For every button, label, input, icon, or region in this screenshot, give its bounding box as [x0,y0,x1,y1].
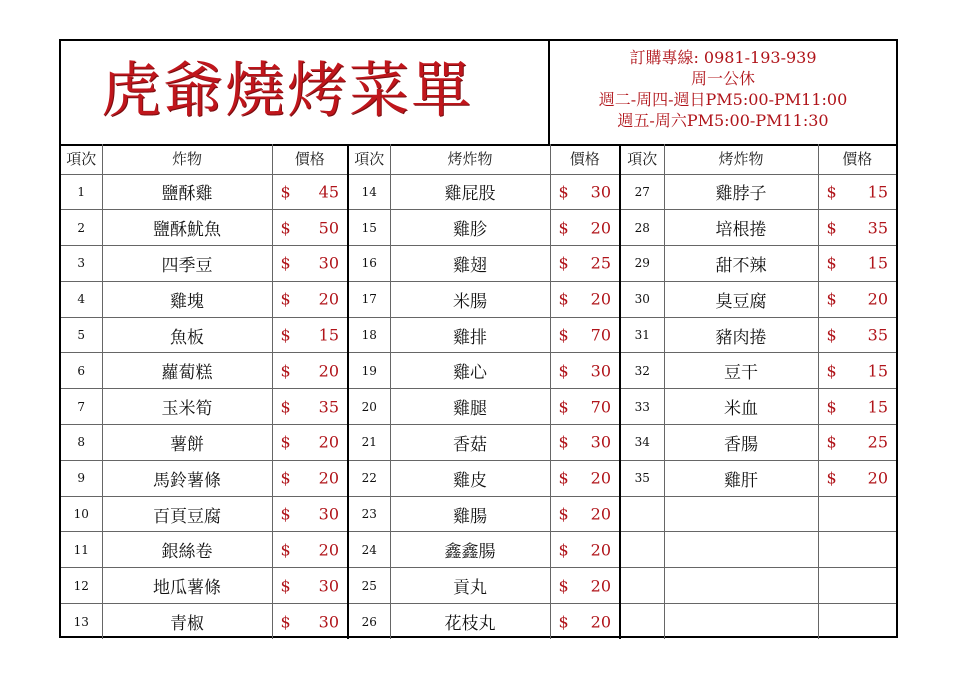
table-row [61,568,896,604]
item-name: 花枝丸 [390,604,550,640]
item-number: 22 [348,460,390,496]
item-price [550,532,620,568]
item-name: 雞脖子 [664,174,818,210]
title-cell [61,41,550,144]
item-number: 34 [620,425,664,461]
currency-symbol: $ [826,432,837,452]
currency-symbol: $ [558,253,569,273]
price-amount: 20 [318,540,339,560]
item-number: 16 [348,246,390,282]
item-number: 32 [620,353,664,389]
table-row [61,353,896,389]
item-number: 26 [348,604,390,640]
item-number: 5 [61,317,102,353]
item-price [818,532,896,568]
table-row [61,604,896,640]
item-name: 雞肝 [664,460,818,496]
item-name [664,604,818,640]
item-number: 33 [620,389,664,425]
price-amount: 15 [318,325,339,345]
item-name: 雞排 [390,317,550,353]
item-price [550,460,620,496]
price-amount: 45 [318,182,339,202]
item-number: 7 [61,389,102,425]
item-price [550,353,620,389]
item-name: 雞胗 [390,210,550,246]
item-name: 雞腸 [390,496,550,532]
table-row [61,174,896,210]
item-name: 豆干 [664,353,818,389]
item-number: 2 [61,210,102,246]
currency-symbol: $ [558,504,569,524]
item-price [818,246,896,282]
currency-symbol: $ [826,468,837,488]
item-name: 米腸 [390,281,550,317]
item-price [272,246,348,282]
item-price [818,496,896,532]
price-amount: 20 [590,504,611,524]
item-price [550,389,620,425]
item-name: 甜不辣 [664,246,818,282]
item-price [272,425,348,461]
table-row [61,317,896,353]
item-number: 20 [348,389,390,425]
item-price [818,317,896,353]
item-name: 薯餅 [102,425,272,461]
header-row [61,144,896,174]
currency-symbol: $ [558,218,569,238]
currency-symbol: $ [826,182,837,202]
column-header-no: 項次 [61,144,102,174]
item-name: 香腸 [664,425,818,461]
item-number: 35 [620,460,664,496]
price-amount: 20 [318,468,339,488]
item-price [272,532,348,568]
menu-title: 虎爺燒烤菜單 [101,56,473,126]
menu-sheet [59,39,898,638]
currency-symbol: $ [280,576,291,596]
item-name: 臭豆腐 [664,281,818,317]
currency-symbol: $ [280,325,291,345]
item-price [272,460,348,496]
item-number: 28 [620,210,664,246]
item-name: 銀絲卷 [102,532,272,568]
table-row [61,246,896,282]
price-amount: 30 [590,432,611,452]
item-price [272,353,348,389]
currency-symbol: $ [826,397,837,417]
item-number [620,568,664,604]
item-name: 雞腿 [390,389,550,425]
column-header-no: 項次 [620,144,664,174]
hours-weekday: 週二-周四-週日PM5:00-PM11:00 [598,90,848,109]
item-number: 15 [348,210,390,246]
currency-symbol: $ [280,361,291,381]
column-header-item: 烤炸物 [664,144,818,174]
currency-symbol: $ [280,253,291,273]
item-price [550,317,620,353]
currency-symbol: $ [280,540,291,560]
price-amount: 70 [590,397,611,417]
item-price [550,246,620,282]
item-name: 雞屁股 [390,174,550,210]
item-number: 23 [348,496,390,532]
currency-symbol: $ [280,289,291,309]
item-price [550,568,620,604]
item-name: 豬肉捲 [664,317,818,353]
item-price [550,496,620,532]
item-name: 百頁豆腐 [102,496,272,532]
currency-symbol: $ [280,218,291,238]
item-number: 11 [61,532,102,568]
currency-symbol: $ [826,253,837,273]
column-header-no: 項次 [348,144,390,174]
item-price [550,210,620,246]
item-price [272,210,348,246]
item-number: 18 [348,317,390,353]
price-amount: 20 [318,289,339,309]
item-name: 鹽酥魷魚 [102,210,272,246]
price-amount: 30 [318,253,339,273]
currency-symbol: $ [826,325,837,345]
item-price [550,425,620,461]
currency-symbol: $ [280,612,291,632]
menu-header [61,41,896,146]
currency-symbol: $ [558,182,569,202]
item-price [550,174,620,210]
item-number: 24 [348,532,390,568]
currency-symbol: $ [558,468,569,488]
item-name [664,496,818,532]
column-header-item: 烤炸物 [390,144,550,174]
item-number: 17 [348,281,390,317]
shop-info [550,41,896,144]
price-amount: 30 [590,182,611,202]
item-name: 培根捲 [664,210,818,246]
item-price [272,389,348,425]
item-number: 12 [61,568,102,604]
price-amount: 15 [867,253,888,273]
item-number: 13 [61,604,102,640]
item-name: 雞塊 [102,281,272,317]
item-number: 29 [620,246,664,282]
item-name: 米血 [664,389,818,425]
currency-symbol: $ [558,325,569,345]
item-name: 四季豆 [102,246,272,282]
currency-symbol: $ [558,361,569,381]
item-price [818,425,896,461]
item-number [620,496,664,532]
item-price [818,604,896,640]
currency-symbol: $ [280,432,291,452]
price-amount: 20 [318,432,339,452]
item-number: 31 [620,317,664,353]
price-amount: 15 [867,361,888,381]
item-name: 地瓜薯條 [102,568,272,604]
item-name: 玉米筍 [102,389,272,425]
item-number: 3 [61,246,102,282]
item-name: 馬鈴薯條 [102,460,272,496]
currency-symbol: $ [558,540,569,560]
item-price [818,460,896,496]
price-amount: 30 [318,576,339,596]
price-amount: 20 [590,289,611,309]
price-amount: 35 [318,397,339,417]
price-amount: 35 [867,325,888,345]
currency-symbol: $ [826,361,837,381]
item-number [620,532,664,568]
item-price [818,210,896,246]
item-price [818,389,896,425]
table-row [61,425,896,461]
item-number: 25 [348,568,390,604]
currency-symbol: $ [558,612,569,632]
item-number: 8 [61,425,102,461]
currency-symbol: $ [280,468,291,488]
item-name: 蘿蔔糕 [102,353,272,389]
table-row [61,210,896,246]
currency-symbol: $ [558,289,569,309]
price-amount: 15 [867,182,888,202]
item-price [272,281,348,317]
item-name: 鑫鑫腸 [390,532,550,568]
menu-table [61,144,896,639]
item-number: 14 [348,174,390,210]
currency-symbol: $ [558,397,569,417]
item-price [818,174,896,210]
currency-symbol: $ [558,432,569,452]
item-price [818,281,896,317]
price-amount: 35 [867,218,888,238]
price-amount: 20 [590,576,611,596]
item-price [550,281,620,317]
table-row [61,389,896,425]
price-amount: 15 [867,397,888,417]
item-name: 雞心 [390,353,550,389]
price-amount: 20 [867,468,888,488]
item-number: 19 [348,353,390,389]
price-amount: 20 [867,289,888,309]
item-number: 27 [620,174,664,210]
column-header-price: 價格 [550,144,620,174]
item-number: 10 [61,496,102,532]
item-number: 1 [61,174,102,210]
item-name: 貢丸 [390,568,550,604]
item-price [550,604,620,640]
currency-symbol: $ [558,576,569,596]
price-amount: 20 [590,540,611,560]
item-number: 4 [61,281,102,317]
column-header-item: 炸物 [102,144,272,174]
price-amount: 25 [867,432,888,452]
price-amount: 20 [318,361,339,381]
table-row [61,281,896,317]
table-row [61,460,896,496]
item-price [818,353,896,389]
price-amount: 25 [590,253,611,273]
item-number [620,604,664,640]
item-number: 21 [348,425,390,461]
item-name: 鹽酥雞 [102,174,272,210]
price-amount: 30 [318,612,339,632]
currency-symbol: $ [826,218,837,238]
item-price [272,174,348,210]
item-price [272,317,348,353]
item-name: 魚板 [102,317,272,353]
item-name: 雞翅 [390,246,550,282]
price-amount: 50 [318,218,339,238]
price-amount: 30 [590,361,611,381]
item-name: 青椒 [102,604,272,640]
currency-symbol: $ [280,182,291,202]
order-hotline: 訂購專線: 0981-193-939 [629,48,817,67]
currency-symbol: $ [280,397,291,417]
item-number: 30 [620,281,664,317]
closed-day: 周一公休 [690,69,755,88]
table-row [61,496,896,532]
table-row [61,532,896,568]
item-name [664,568,818,604]
price-amount: 20 [590,218,611,238]
item-number: 9 [61,460,102,496]
currency-symbol: $ [826,289,837,309]
column-header-price: 價格 [272,144,348,174]
price-amount: 20 [590,468,611,488]
item-price [272,496,348,532]
currency-symbol: $ [280,504,291,524]
column-header-price: 價格 [818,144,896,174]
price-amount: 70 [590,325,611,345]
item-price [818,568,896,604]
hours-weekend: 週五-周六PM5:00-PM11:30 [617,111,829,130]
item-price [272,568,348,604]
item-name: 香菇 [390,425,550,461]
price-amount: 20 [590,612,611,632]
item-name [664,532,818,568]
item-number: 6 [61,353,102,389]
item-name: 雞皮 [390,460,550,496]
price-amount: 30 [318,504,339,524]
item-price [272,604,348,640]
